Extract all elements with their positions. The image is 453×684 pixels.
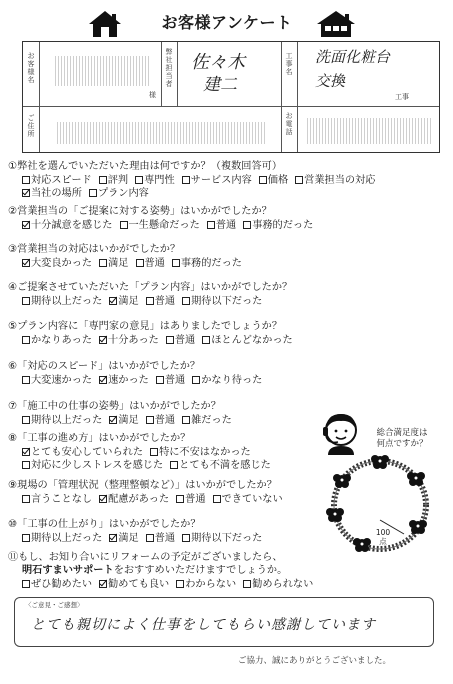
checkbox[interactable] [146,416,154,424]
option[interactable]: 特に不安はなかった [150,447,251,458]
option[interactable]: 普通 [146,415,175,426]
option[interactable]: 速かった [99,375,149,386]
option[interactable]: 満足 [109,296,138,307]
question-9-options [22,493,290,506]
question-1-options-row2 [22,187,156,200]
checkbox[interactable] [22,416,30,424]
checkbox[interactable] [170,461,178,469]
checkbox[interactable] [150,448,158,456]
header [88,8,364,38]
checkbox-checked[interactable] [99,495,107,503]
checkbox[interactable] [166,336,174,344]
checkbox[interactable] [176,495,184,503]
phone-label: お電話 [285,112,293,136]
checkbox[interactable] [182,416,190,424]
question-11: ⑪もし、お知り合いにリフォームの予定がございましたら、 [8,552,283,563]
customer-info-table [22,41,440,153]
option[interactable]: 期待以下だった [182,296,262,307]
checkbox-checked[interactable] [99,336,107,344]
option[interactable]: 満足 [109,415,138,426]
checkbox[interactable] [99,259,107,267]
option[interactable]: できていない [213,494,283,505]
staff-name-line2: 建二 [203,75,237,95]
score-value: 100 点 [375,528,391,546]
question-6-options [22,374,269,387]
house-icon [88,10,122,38]
checkbox[interactable] [89,189,97,197]
checkbox-checked[interactable] [99,376,107,384]
thanks-message: ご協力、誠にありがとうございました。 [238,656,392,666]
option[interactable]: 期待以上だった [22,533,102,544]
option[interactable]: 期待以下だった [182,533,262,544]
option[interactable]: 勧めても良い [99,579,169,590]
checkbox[interactable] [182,534,190,542]
checkbox[interactable] [192,376,200,384]
option[interactable]: 大変速かった [22,375,92,386]
question-5: ⑤プラン内容に「専門家の意見」はありましたでしょうか？ [8,321,283,332]
option[interactable]: 大変良かった [22,258,92,269]
question-5-options [22,334,300,347]
option[interactable]: 普通 [146,296,175,307]
option[interactable]: サービス内容 [182,175,252,186]
checkbox[interactable] [22,461,30,469]
question-11-options [22,578,320,591]
comment-text: とても親切によく仕事をしてもらい感謝しています [31,617,376,633]
option[interactable]: 対応に少しストレスを感じた [22,460,163,471]
checkbox[interactable] [243,580,251,588]
checkbox-checked[interactable] [22,221,30,229]
checkbox[interactable] [259,176,267,184]
option[interactable]: 十分誠意を感じた [22,220,113,231]
checkbox[interactable] [295,176,303,184]
customer-name-suffix: 様 [149,91,156,99]
house-icon [316,10,356,38]
option[interactable]: とても安心していられた [22,447,143,458]
checkbox-checked[interactable] [109,416,117,424]
option[interactable]: 評判 [99,175,128,186]
option[interactable]: 十分あった [99,335,159,346]
option[interactable]: 普通 [146,533,175,544]
checkbox[interactable] [120,221,128,229]
checkbox[interactable] [172,259,180,267]
checkbox[interactable] [146,297,154,305]
checkbox[interactable] [156,376,164,384]
checkbox[interactable] [213,495,221,503]
option[interactable]: 普通 [176,494,205,505]
question-8-options-row1 [22,446,258,459]
question-7-options [22,414,239,427]
checkbox[interactable] [182,176,190,184]
option[interactable]: 満足 [99,258,128,269]
checkbox-checked[interactable] [22,189,30,197]
checkbox-checked[interactable] [109,534,117,542]
option[interactable]: 期待以上だった [22,296,102,307]
option[interactable]: 対応スピード [22,175,92,186]
option[interactable]: 価格 [259,175,288,186]
work-suffix: 工事 [395,93,409,101]
option[interactable]: かなりあった [22,335,92,346]
option[interactable]: 事務的だった [243,220,313,231]
question-8-options-row2 [22,459,278,472]
option[interactable]: 一生懸命だった [120,220,200,231]
checkbox[interactable] [146,534,154,542]
question-4-options [22,295,269,308]
redacted-name [55,56,151,86]
option[interactable]: ぜひ勧めたい [22,579,92,590]
question-9: ⑨現場の「管理状況（整理整頓など）」はいかがでしたか？ [8,480,277,491]
question-6: ⑥「対応のスピード」はいかがでしたか？ [8,361,201,372]
address-label: ご住所 [27,114,35,138]
redacted-phone [307,118,431,144]
option[interactable]: 言うことなし [22,494,92,505]
option[interactable]: 勧められない [243,579,313,590]
work-label: 工事名 [285,52,293,76]
question-11-line2: 明石すまいサポートをおすすめいただけますでしょうか。 [22,565,288,576]
checkbox[interactable] [207,221,215,229]
question-3-options [22,257,249,270]
page-title: お客様アンケート [161,13,293,32]
option[interactable]: 期待以上だった [22,415,102,426]
staff-name-line1: 佐々木 [191,52,245,73]
option[interactable]: 満足 [109,533,138,544]
option[interactable]: 普通 [207,220,236,231]
option[interactable]: 普通 [136,258,165,269]
checkbox[interactable] [22,580,30,588]
checkbox[interactable] [136,259,144,267]
option[interactable]: ほとんどなかった [202,335,293,346]
redacted-address [57,122,267,144]
question-10: ⑩「工事の仕上がり」はいかがでしたか？ [8,519,201,530]
option[interactable]: 専門性 [135,175,175,186]
option[interactable]: 事務的だった [172,258,242,269]
checkbox[interactable] [22,336,30,344]
question-10-options [22,532,269,545]
checkbox[interactable] [22,495,30,503]
work-name-line2: 交換 [315,72,346,90]
customer-name-label: お客様名 [27,52,35,84]
question-8: ⑧「工事の進め方」はいかがでしたか？ [8,433,191,444]
question-2: ②営業担当の「ご提案に対する姿勢」はいかがでしたか？ [8,206,272,217]
checkbox-checked[interactable] [109,297,117,305]
option[interactable]: わからない [176,579,236,590]
option[interactable]: プラン内容 [89,188,149,199]
checkbox-checked[interactable] [99,580,107,588]
option[interactable]: 営業担当の対応 [295,175,375,186]
option[interactable]: 普通 [156,375,185,386]
option[interactable]: とても不満を感じた [170,460,271,471]
option[interactable]: かなり待った [192,375,262,386]
option[interactable]: 配慮があった [99,494,169,505]
checkbox[interactable] [22,297,30,305]
checkbox-checked[interactable] [22,448,30,456]
question-3: ③営業担当の対応はいかがでしたか？ [8,244,181,255]
staff-label: 弊社担当者 [165,48,173,88]
work-name-line1: 洗面化粧台 [315,48,391,66]
checkbox[interactable] [99,176,107,184]
option[interactable]: 普通 [166,335,195,346]
question-1: ①弊社を選んでいただいた理由は何ですか？（複数回答可） [8,161,283,172]
satisfaction-question: 総合満足度は 何点ですか？ [376,428,428,449]
checkbox[interactable] [202,336,210,344]
checkbox[interactable] [243,221,251,229]
checkbox-checked[interactable] [22,259,30,267]
question-1-options-row1 [22,174,375,187]
question-4: ④ご提案させていただいた「プラン内容」はいかがでしたか？ [8,282,293,293]
question-7: ⑦「施工中の仕事の姿勢」はいかがでしたか？ [8,401,221,412]
checkbox[interactable] [22,176,30,184]
checkbox[interactable] [176,580,184,588]
comment-box[interactable] [14,597,434,647]
checkbox[interactable] [22,534,30,542]
option[interactable]: 雑だった [182,415,232,426]
company-name: 明石すまいサポート [22,565,114,576]
question-2-options [22,219,320,232]
option[interactable]: 当社の場所 [22,188,82,199]
comment-label: 〈ご意見・ご感想〉 [25,601,84,609]
checkbox[interactable] [22,376,30,384]
checkbox[interactable] [135,176,143,184]
checkbox[interactable] [182,297,190,305]
